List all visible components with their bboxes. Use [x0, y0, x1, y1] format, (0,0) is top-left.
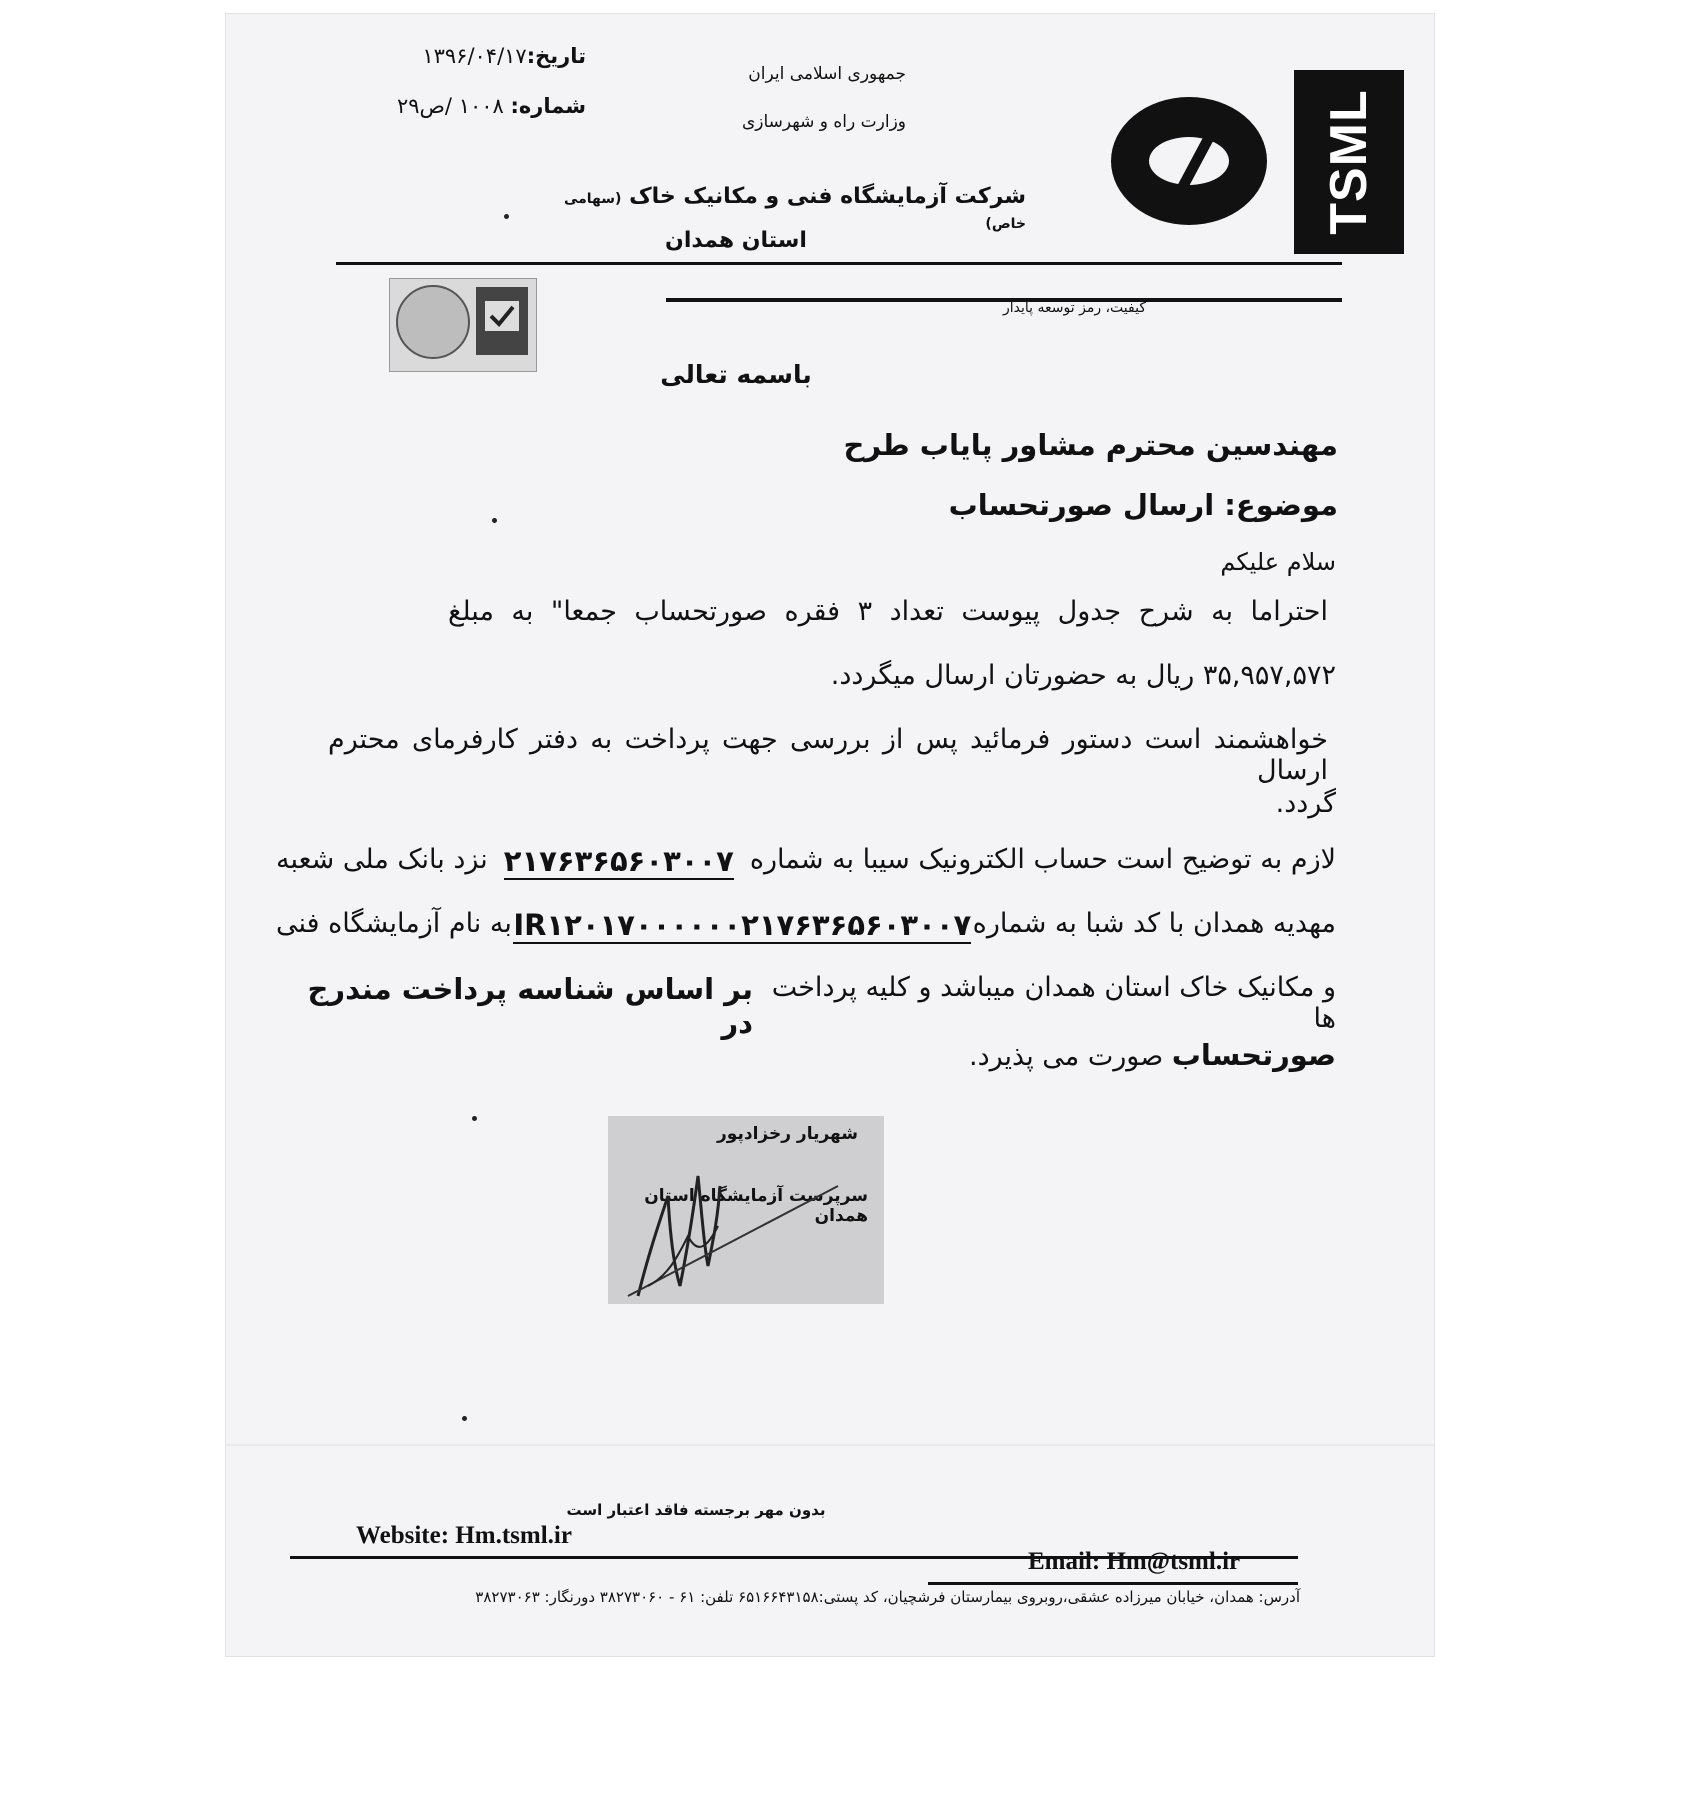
- recipient: مهندسین محترم مشاور پایاب طرح: [843, 428, 1338, 462]
- greeting: سلام علیکم: [1220, 548, 1336, 576]
- p3-line2-end: به نام آزمایشگاه فنی: [276, 908, 512, 939]
- website-text[interactable]: Website: Hm.tsml.ir: [356, 1522, 572, 1549]
- tsml-logo-text: TSML: [1320, 89, 1378, 235]
- number-line: [346, 94, 586, 118]
- paragraph-1-line-1: احتراما به شرح جدول پیوست تعداد ۳ فقره صورتحساب جمعا" به مبلغ: [448, 596, 1328, 627]
- header-rule: [336, 262, 1342, 265]
- p3-line2-start: مهدیه همدان با کد شبا به شماره: [972, 908, 1336, 939]
- number-value: ۱۰۰۸ /ص۲۹: [396, 94, 504, 118]
- republic-text: جمهوری اسلامی ایران: [748, 64, 906, 84]
- signature-block: [608, 1116, 884, 1304]
- company-name: [526, 184, 1026, 234]
- email-text[interactable]: Email: Hm@tsml.ir: [1028, 1548, 1241, 1575]
- paragraph-2-line-2: گردد.: [1275, 788, 1336, 819]
- date-value: ۱۳۹۶/۰۴/۱۷: [422, 44, 527, 68]
- footer-rule-right: [928, 1582, 1298, 1585]
- p3-line4-end: صورت می پذیرد.: [969, 1041, 1164, 1072]
- slogan-text: کیفیت، رمز توسعه پایدار: [1003, 300, 1146, 316]
- date-label: تاریخ:: [526, 44, 586, 68]
- letter-sheet: [226, 14, 1434, 1656]
- p3-line1-end: نزد بانک ملی شعبه: [276, 844, 488, 875]
- company-emblem-icon: [1109, 94, 1269, 228]
- sheba-number: IR۱۲۰۱۷۰۰۰۰۰۰۲۱۷۶۳۶۵۶۰۳۰۰۷: [513, 908, 972, 942]
- p3-line4-bold: صورتحساب: [1171, 1038, 1336, 1072]
- account-number: ۲۱۷۶۳۶۵۶۰۳۰۰۷: [503, 844, 734, 878]
- checkmark-icon: [485, 301, 519, 331]
- address-line: آدرس: همدان، خیابان میرزاده عشقی،روبروی بیمارستان فرشچیان، کد پستی:۶۵۱۶۶۴۳۱۵۸ تلفن: ۶۱ - ۳۸۲۷۳۰۶۰ دورنگار: ۳۸۲۷۳۰۶۳: [475, 1588, 1300, 1606]
- stamp-note: بدون مهر برجسته فاقد اعتبار است: [566, 1501, 826, 1519]
- paragraph-3-line-3: [276, 972, 1336, 1040]
- company-type: (سهامی خاص): [563, 191, 1026, 232]
- invocation: باسمه تعالی: [660, 360, 812, 389]
- subject: موضوع: ارسال صورتحساب: [948, 488, 1338, 522]
- p3-line1-start: لازم به توضیح است حساب الکترونیک سیبا به شماره: [749, 844, 1336, 875]
- page-fold: [226, 1444, 1434, 1446]
- ministry-text: وزارت راه و شهرسازی: [741, 112, 906, 132]
- paragraph-1-line-2: ۳۵,۹۵۷,۵۷۲ ریال به حضورتان ارسال میگردد.: [830, 660, 1336, 691]
- signatory-name: شهریار رخزادپور: [717, 1124, 858, 1144]
- iso-certificate-badge: [389, 278, 537, 372]
- paragraph-3-line-4: [726, 1038, 1336, 1072]
- p3-line3-start: و مکانیک خاک استان همدان میباشد و کلیه پرداخت ها: [771, 972, 1336, 1034]
- signatory-title: سرپرست آزمایشگاه استان همدان: [644, 1186, 868, 1226]
- certificate-seal-icon: [396, 285, 470, 359]
- p3-line3-bold: بر اساس شناسه پرداخت مندرج در: [307, 972, 754, 1040]
- paragraph-3-line-1: [276, 844, 1336, 880]
- paragraph-2-line-1: خواهشمند است دستور فرمائید پس از بررسی جهت پرداخت به دفتر کارفرمای محترم ارسال: [328, 724, 1328, 786]
- tsml-logo: [1294, 70, 1404, 254]
- province-name: استان همدان: [665, 228, 807, 253]
- date-line: [346, 44, 586, 68]
- company-title: شرکت آزمایشگاه فنی و مکانیک خاک: [629, 184, 1026, 209]
- paragraph-3-line-2: [276, 908, 1336, 944]
- number-label: شماره:: [510, 94, 586, 118]
- handwritten-signature-icon: [608, 1136, 884, 1304]
